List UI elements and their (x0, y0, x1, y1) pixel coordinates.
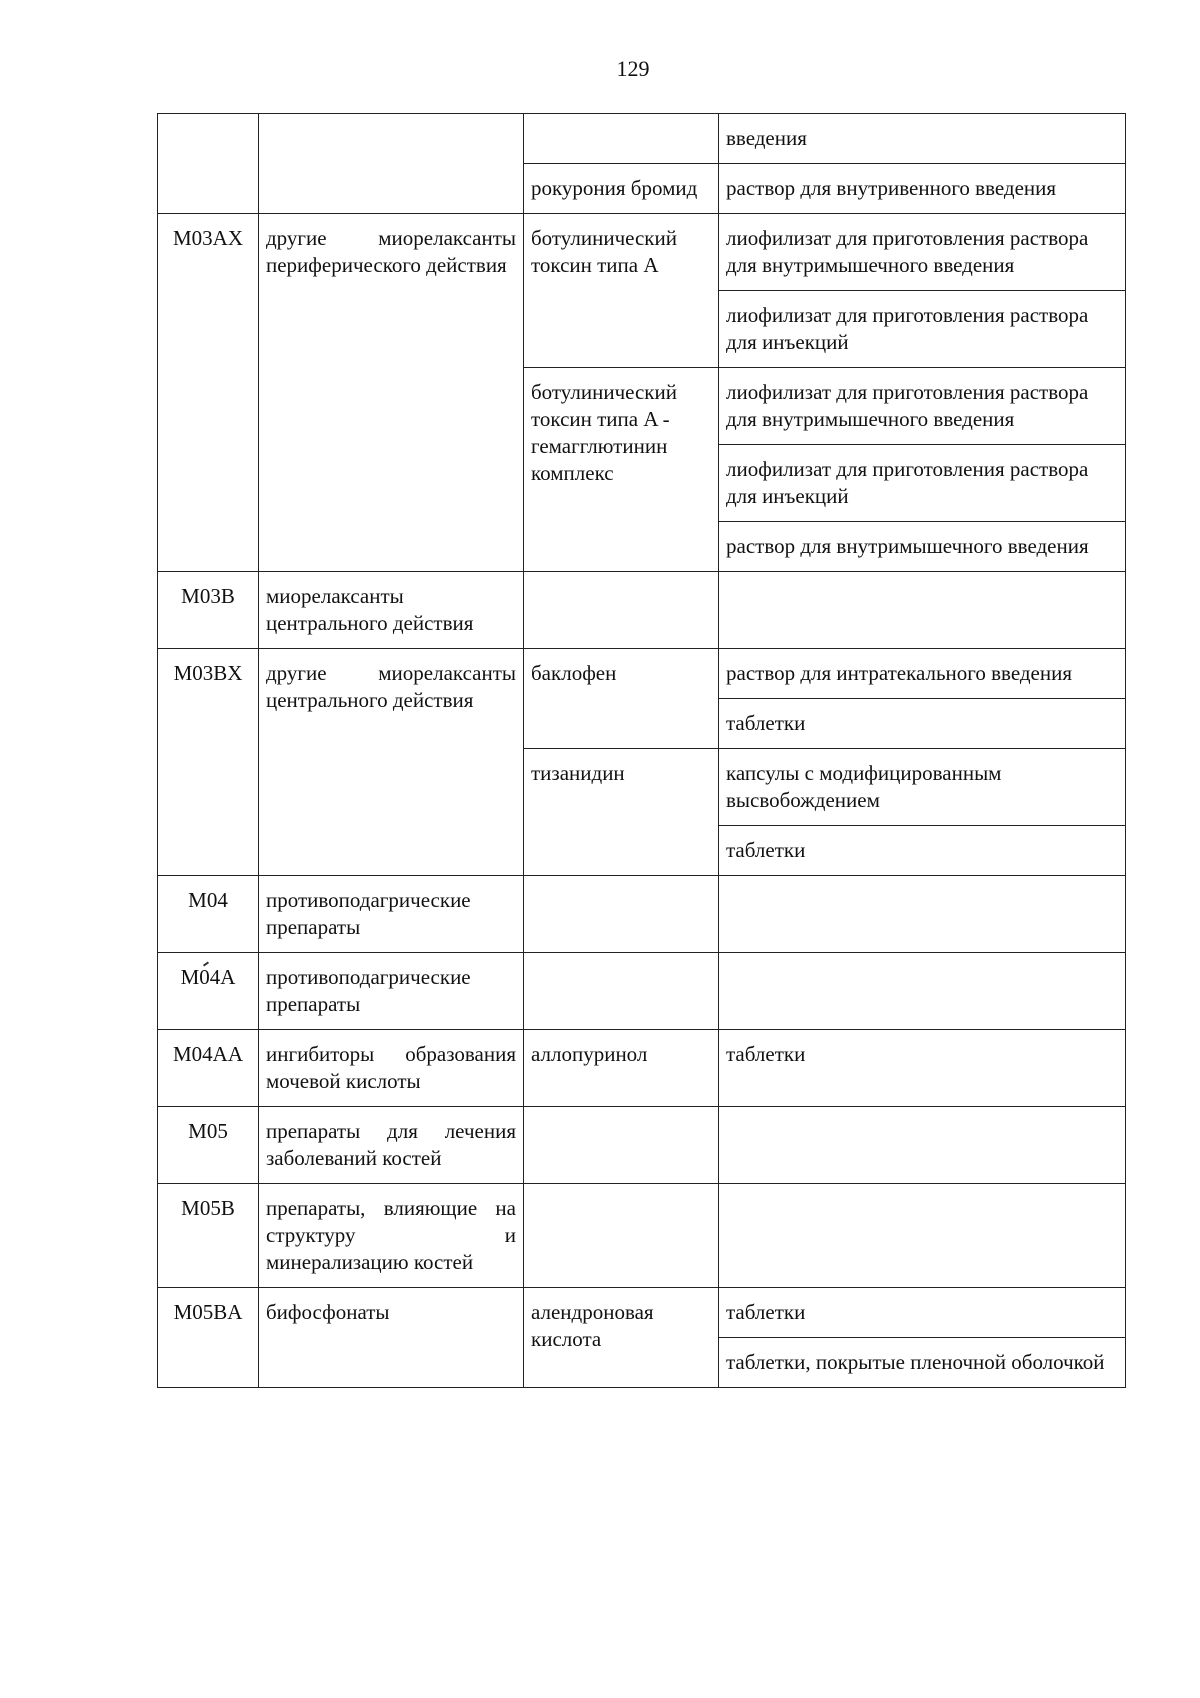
inn-cell: аллопуринол (524, 1030, 719, 1107)
inn-cell: баклофен (524, 649, 719, 749)
group-cell: другие миорелаксанты периферического действия (259, 214, 524, 572)
form-cell: лиофилизат для приготовления раствора для инъекций (719, 291, 1126, 368)
form-cell: таблетки (719, 699, 1126, 749)
group-cell: противоподагрические препараты (259, 953, 524, 1030)
atc-code-cell: M05 (158, 1107, 259, 1184)
form-cell: таблетки (719, 826, 1126, 876)
group-cell: препараты, влияющие на структуру и минерализацию костей (259, 1184, 524, 1288)
form-cell (719, 1107, 1126, 1184)
group-cell: противоподагрические препараты (259, 876, 524, 953)
form-cell: раствор для внутримышечного введения (719, 522, 1126, 572)
atc-code-cell: M05BA (158, 1288, 259, 1388)
group-cell: ингибиторы образования мочевой кислоты (259, 1030, 524, 1107)
form-cell: лиофилизат для приготовления раствора для внутримышечного введения (719, 368, 1126, 445)
group-cell: другие миорелаксанты центрального действия (259, 649, 524, 876)
inn-cell (524, 572, 719, 649)
atc-code-cell: M03BX (158, 649, 259, 876)
form-cell: раствор для интратекального введения (719, 649, 1126, 699)
table-row (158, 953, 1126, 1030)
table-row (158, 1030, 1126, 1107)
table-row (158, 1288, 1126, 1338)
form-cell (719, 953, 1126, 1030)
form-cell (719, 876, 1126, 953)
inn-cell: тизанидин (524, 749, 719, 876)
table-row (158, 114, 1126, 164)
atc-code-cell: M03AX (158, 214, 259, 572)
inn-cell: алендроновая кислота (524, 1288, 719, 1388)
inn-cell (524, 114, 719, 164)
atc-code-cell: M04A (158, 953, 259, 1030)
form-cell: введения (719, 114, 1126, 164)
inn-cell: ботулинический токсин типа A - гемагглютинин комплекс (524, 368, 719, 572)
inn-cell (524, 953, 719, 1030)
form-cell: лиофилизат для приготовления раствора для инъекций (719, 445, 1126, 522)
table-row (158, 1184, 1126, 1288)
table-row (158, 214, 1126, 291)
atc-code-cell: M05B (158, 1184, 259, 1288)
drug-table (157, 113, 1126, 1388)
atc-code-cell (158, 114, 259, 214)
atc-code-cell: M03B (158, 572, 259, 649)
table-row (158, 876, 1126, 953)
group-cell: препараты для лечения заболеваний костей (259, 1107, 524, 1184)
form-cell: таблетки (719, 1288, 1126, 1338)
form-cell (719, 572, 1126, 649)
group-cell: бифосфонаты (259, 1288, 524, 1388)
form-cell: лиофилизат для приготовления раствора для внутримышечного введения (719, 214, 1126, 291)
group-cell: миорелаксанты центрального действия (259, 572, 524, 649)
atc-code-cell: M04 (158, 876, 259, 953)
inn-cell (524, 1184, 719, 1288)
inn-cell (524, 876, 719, 953)
form-cell: таблетки, покрытые пленочной оболочкой (719, 1338, 1126, 1388)
form-cell: таблетки (719, 1030, 1126, 1107)
inn-cell: ботулинический токсин типа A (524, 214, 719, 368)
form-cell: капсулы с модифицированным высвобождением (719, 749, 1126, 826)
page-number: 129 (616, 56, 650, 81)
table-row (158, 1107, 1126, 1184)
atc-code-cell: M04AA (158, 1030, 259, 1107)
form-cell: раствор для внутривенного введения (719, 164, 1126, 214)
inn-cell (524, 1107, 719, 1184)
table-row (158, 649, 1126, 699)
table-row (158, 572, 1126, 649)
group-cell (259, 114, 524, 214)
inn-cell: рокурония бромид (524, 164, 719, 214)
form-cell (719, 1184, 1126, 1288)
